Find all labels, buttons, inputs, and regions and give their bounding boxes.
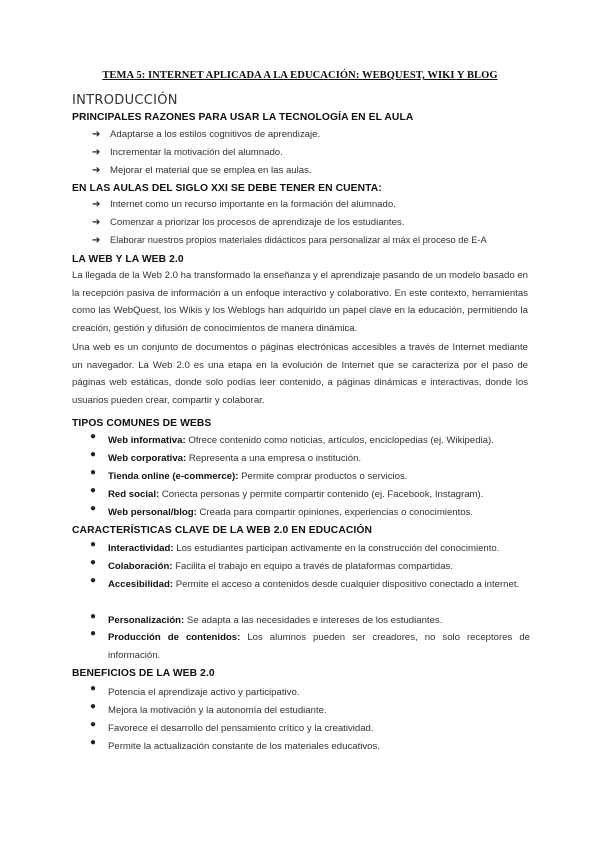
- intro-heading: INTRODUCCIÓN: [72, 93, 178, 108]
- bullet-icon: ●: [90, 701, 97, 712]
- bullet-icon: ●: [90, 575, 97, 586]
- bullet-icon: ●: [90, 503, 97, 514]
- arrow-icon: ➔: [92, 235, 101, 246]
- bullet-icon: ●: [90, 431, 97, 442]
- bullet-icon: ●: [90, 485, 97, 496]
- arrow-icon: ➔: [92, 129, 101, 140]
- section2-heading: EN LAS AULAS DEL SIGLO XXI SE DEBE TENER EN CUENTA:: [72, 183, 382, 194]
- bullet-icon: ●: [90, 737, 97, 748]
- document-page: TEMA 5: INTERNET APLICADA A LA EDUCACIÓN: WEBQUEST, WIKI Y BLOG INTRODUCCIÓN PRINCIPALES RAZONES PARA USAR LA TECNOLOGÍA EN EL AULA ➔ Adaptarse a los estilos cognitivos de aprendizaje. ➔ Incrementar la motivación del alumnado. ➔ Mejorar el material que se emplea en las aulas. EN LAS AULAS DEL SIGLO XXI SE DEBE TENER EN CUENTA: ➔ Internet como un recurso importante en la formación del alumnado. ➔ Comenzar a priorizar los procesos de aprendizaje de los estudiantes. ➔ Elaborar nuestros propios materiales didácticos para personalizar al máx el proceso de E-A LA WEB Y LA WEB 2.0 La llegada de la Web 2.0 ha transformado la enseñanza y el aprendizaje pasando de un modelo basado en la recepción pasiva de información a un enfoque interactivo y colaborativo. En este contexto, herramientas como las WebQuest, los Wikis y los Weblogs han adquirido un papel clave en la educación, permitiendo la creación, gestión y difusión de conocimientos de manera dinámica. Una web es un conjunto de documentos o páginas electrónicas accesibles a través de Internet mediante un navegador. La Web 2.0 es una etapa en la evolución de Internet que se caracteriza por el paso de páginas web estáticas, donde solo podías leer contenido, a páginas dinámicas e interactivas, donde los usuarios pueden crear, compartir y colaborar. TIPOS COMUNES DE WEBS ● Web informativa: Ofrece contenido como noticias, artículos, enciclopedias (ej. Wikipedia). ● Web corporativa: Representa a una empresa o institución. ● Tienda online (e-commerce): Permite comprar productos o servicios. ● Red social: Conecta personas y permite compartir contenido (ej. Facebook, Instagram). ● Web personal/blog: Creada para compartir opiniones, experiencias o conocimientos. CARACTERÍSTICAS CLAVE DE LA WEB 2.0 EN EDUCACIÓN ● Interactividad: Los estudiantes participan activamente en la construcción del conocimiento. ● Colaboración: Facilita el trabajo en equipo a través de plataformas compartidas. ● Accesibilidad: Permite el acceso a contenidos desde cualquier dispositivo conectado a internet. ● Personalización: Se adapta a las necesidades e intereses de los estudiantes. ● Producción de contenidos: Los alumnos pueden ser creadores, no solo receptores de información. BENEFICIOS DE LA WEB 2.0 ● Potencia el aprendizaje activo y participativo. ● Mejora la motivación y la autonomía del estudiante. ● Favorece el desarrollo del pensamiento crítico y la creatividad. ● Permite la actualización constante de los materiales educativos.: [0, 0, 600, 848]
- page-title: TEMA 5: INTERNET APLICADA A LA EDUCACIÓN: WEBQUEST, WIKI Y BLOG: [102, 70, 498, 81]
- bullet-icon: ●: [90, 719, 97, 730]
- section5-heading: CARACTERÍSTICAS CLAVE DE LA WEB 2.0 EN EDUCACIÓN: [72, 525, 372, 536]
- section3-heading: LA WEB Y LA WEB 2.0: [72, 254, 184, 265]
- bullet-icon: ●: [90, 683, 97, 694]
- paragraph: Una web es un conjunto de documentos o páginas electrónicas accesibles a través de Internet mediante un navegador. La Web 2.0 es una etapa en la evolución de Internet que se caracteriza por el paso de páginas web estáticas, donde solo podías leer contenido, a páginas dinámicas e interactivas, donde los usuarios pueden crear, compartir y colaborar.: [72, 342, 528, 406]
- bullet-icon: ●: [90, 628, 97, 639]
- arrow-icon: ➔: [92, 165, 101, 176]
- section4-heading: TIPOS COMUNES DE WEBS: [72, 418, 212, 429]
- paragraph: La llegada de la Web 2.0 ha transformado la enseñanza y el aprendizaje pasando de un modelo basado en la recepción pasiva de información a un enfoque interactivo y colaborativo. En este contexto, herramientas como las WebQuest, los Wikis y los Weblogs han adquirido un papel clave en la educación, permitiendo la creación, gestión y difusión de conocimientos de manera dinámica.: [72, 270, 528, 334]
- arrow-icon: ➔: [92, 217, 101, 228]
- arrow-icon: ➔: [92, 147, 101, 158]
- bullet-icon: ●: [90, 539, 97, 550]
- bullet-icon: ●: [90, 557, 97, 568]
- bullet-icon: ●: [90, 611, 97, 622]
- section1-heading: PRINCIPALES RAZONES PARA USAR LA TECNOLOGÍA EN EL AULA: [72, 112, 414, 123]
- bullet-icon: ●: [90, 449, 97, 460]
- bullet-icon: ●: [90, 467, 97, 478]
- section6-heading: BENEFICIOS DE LA WEB 2.0: [72, 668, 215, 679]
- arrow-icon: ➔: [92, 199, 101, 210]
